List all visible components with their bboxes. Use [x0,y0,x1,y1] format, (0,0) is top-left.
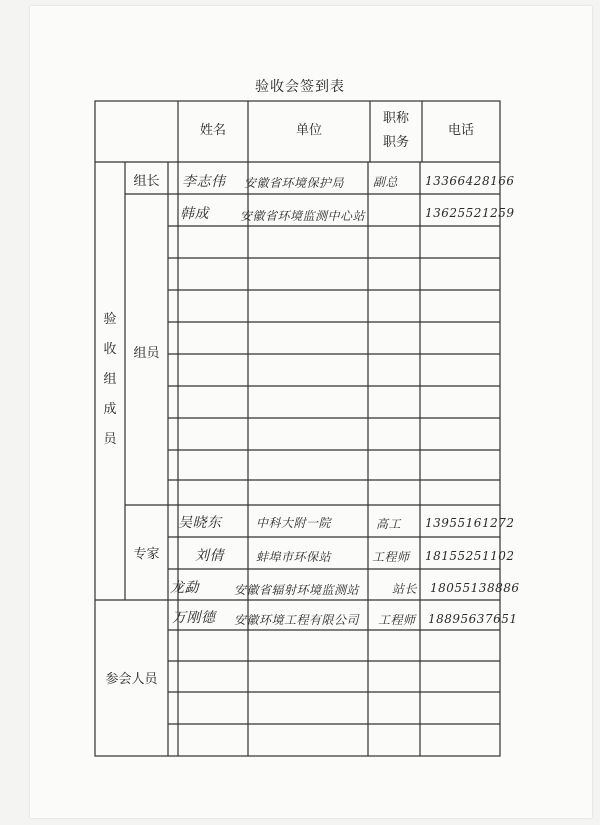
signature-leader-phone: 13366428166 [425,174,515,188]
signature-expert-unit: 中科大附一院 [256,516,332,530]
signature-leader-unit: 安徽省环境保护局 [244,176,345,190]
signature-leader-title: 副总 [373,175,399,189]
signature-expert-title: 站长 [392,582,418,596]
section-char: 组 [103,372,117,387]
section-char: 成 [103,402,117,417]
signature-expert-title: 高工 [376,517,402,531]
signature-expert-unit: 蚌埠市环保站 [256,550,332,564]
signature-expert-name: 刘倩 [195,548,224,564]
signature-member-unit: 安徽省环境监测中心站 [240,209,366,223]
signature-participant-name: 万刚德 [172,610,216,626]
signature-member-name: 韩成 [180,206,209,222]
signature-expert-phone: 18155251102 [425,549,515,563]
label-participants: 参会人员 [105,672,158,687]
table-outer-border [95,101,500,756]
signature-participant-title: 工程师 [378,613,416,627]
label-leader: 组长 [133,174,160,189]
document-title: 验收会签到表 [255,79,345,95]
signature-expert-name: 龙勐 [170,580,199,596]
signature-expert-phone: 13955161272 [425,516,515,530]
header-title-line2: 职务 [382,135,409,150]
signature-expert-phone: 18055138886 [430,581,520,595]
header-phone: 电话 [447,123,474,138]
header-name: 姓名 [199,123,226,138]
label-experts: 专家 [133,547,160,562]
signature-expert-name: 吴晓东 [178,515,222,531]
signature-participant-unit: 安徽环境工程有限公司 [234,613,360,627]
signature-leader-name: 李志伟 [182,174,226,190]
header-title-line1: 职称 [382,111,409,126]
signature-expert-unit: 安徽省辐射环境监测站 [234,583,360,597]
section-char: 验 [103,312,117,327]
signature-expert-title: 工程师 [372,550,410,564]
signature-member-phone: 13625521259 [425,206,515,220]
section-group-members [100,305,120,455]
section-char: 员 [103,432,117,447]
section-char: 收 [103,342,117,357]
label-members: 组员 [133,346,160,361]
header-unit: 单位 [295,123,322,138]
signature-participant-phone: 18895637651 [428,612,518,626]
